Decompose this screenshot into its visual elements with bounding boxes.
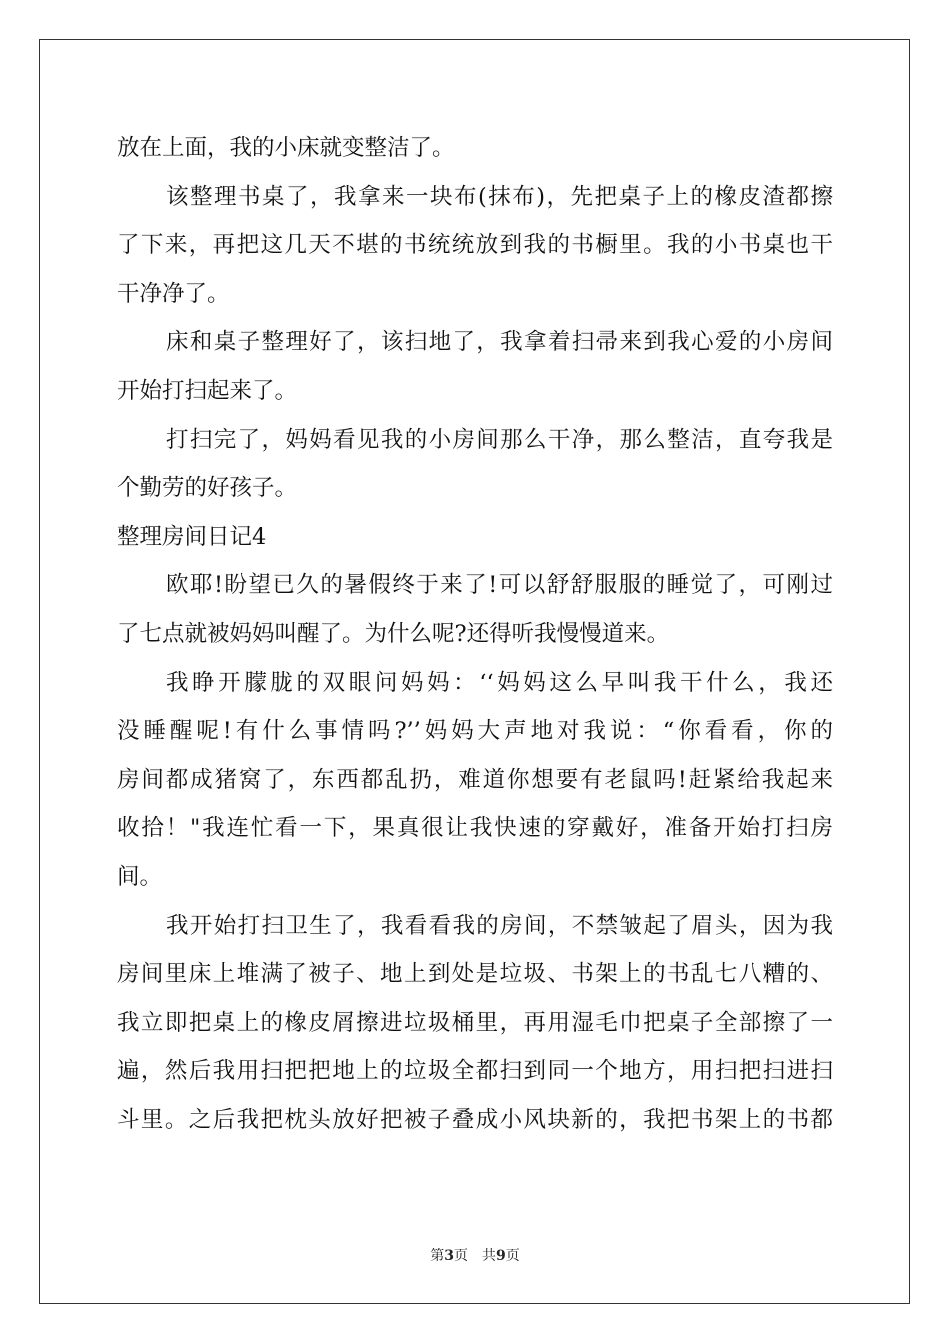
text-line-1: 放在上面，我的小床就变整洁了。 xyxy=(117,135,455,161)
page-prefix: 第 xyxy=(430,1248,445,1264)
page-footer xyxy=(0,1247,950,1265)
text-line: 间。 xyxy=(117,863,163,890)
document-body xyxy=(117,124,833,1144)
current-page-number: 3 xyxy=(444,1248,454,1264)
text-line: 了下来，再把这几天不堪的书统统放到我的书橱里。我的小书桌也干 xyxy=(117,232,833,259)
total-unit: 页 xyxy=(505,1248,520,1264)
paragraph-start-line: 打扫完了，妈妈看见我的小房间那么干净，那么整洁，直夸我是 xyxy=(166,426,833,453)
paragraph-start-line: 我开始打扫卫生了，我看看我的房间，不禁皱起了眉头，因为我 xyxy=(166,912,833,939)
text-line: 个勤劳的好孩子。 xyxy=(117,475,298,502)
paragraph-start-line: 欧耶!盼望已久的暑假终于来了!可以舒舒服服的睡觉了，可刚过 xyxy=(166,572,833,599)
page-unit: 页 xyxy=(454,1248,468,1264)
text-line: 房间都成猪窝了，东西都乱扔，难道你想要有老鼠吗!赶紧给我起来 xyxy=(117,766,833,793)
paragraph-start-line: 床和桌子整理好了，该扫地了，我拿着扫帚来到我心爱的小房间 xyxy=(166,329,833,356)
text-line: 了七点就被妈妈叫醒了。为什么呢?还得听我慢慢道来。 xyxy=(117,620,670,647)
text-line: 遍，然后我用扫把把地上的垃圾全都扫到同一个地方，用扫把扫进扫 xyxy=(117,1058,833,1085)
text-line: 斗里。之后我把枕头放好把被子叠成小风块新的，我把书架上的书都 xyxy=(117,1106,833,1133)
section-heading: 整理房间日记4 xyxy=(117,523,267,550)
total-prefix: 共 xyxy=(482,1248,496,1264)
total-page-number: 9 xyxy=(496,1248,506,1264)
text-line: 收拾！"我连忙看一下，果真很让我快速的穿戴好，准备开始打扫房 xyxy=(117,815,833,842)
text-line: 开始打扫起来了。 xyxy=(117,377,298,404)
paragraph-start-line: 该整理书桌了，我拿来一块布(抹布)，先把桌子上的橡皮渣都擦 xyxy=(166,183,833,210)
text-line: 房间里床上堆满了被子、地上到处是垃圾、书架上的书乱七八糟的、 xyxy=(117,961,833,988)
paragraph-start-line: 我睁开朦胧的双眼问妈妈：‘‘妈妈这么早叫我干什么，我还 xyxy=(166,669,833,696)
text-line: 我立即把桌上的橡皮屑擦进垃圾桶里，再用湿毛巾把桌子全部擦了一 xyxy=(117,1009,833,1036)
text-line: 没睡醒呢!有什么事情吗?’’妈妈大声地对我说：“你看看，你的 xyxy=(117,718,833,745)
text-line: 干净净了。 xyxy=(117,280,230,307)
